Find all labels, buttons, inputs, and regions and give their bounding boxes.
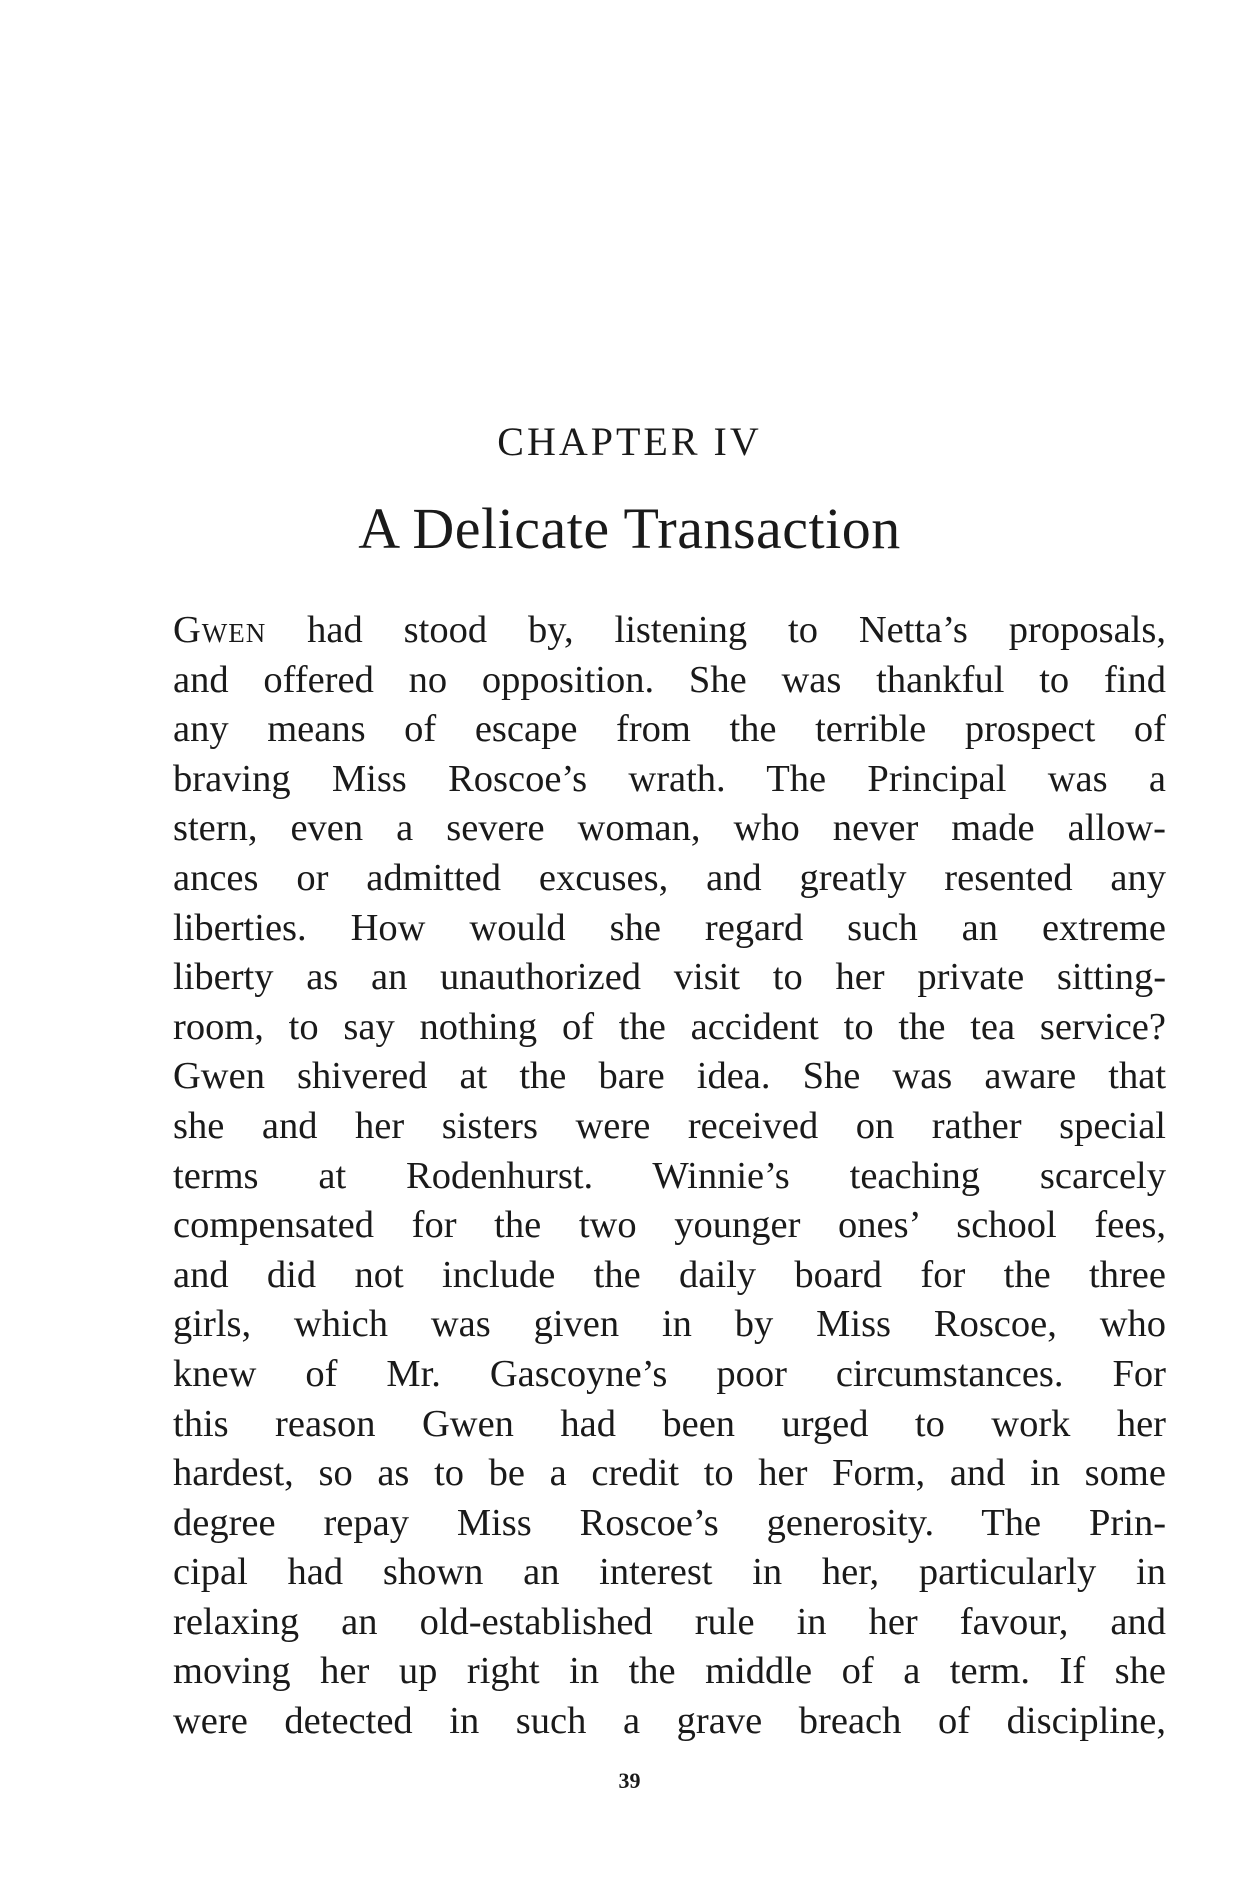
text-line: cipal had shown an interest in her, particularly in [173,1551,1166,1594]
text-line: knew of Mr. Gascoyne’s poor circumstances. For [173,1352,1166,1395]
text-line: liberties. How would she regard such an extreme [173,906,1166,949]
text-line: were detected in such a grave breach of discipline, [173,1700,1166,1743]
text-line: and offered no opposition. She was thankful to find [173,658,1166,701]
text-line: liberty as an unauthorized visit to her private sitting- [173,956,1167,999]
text-line: Gwen shivered at the bare idea. She was aware that [173,1055,1167,1098]
text-line: degree repay Miss Roscoe’s generosity. The Prin- [173,1501,1167,1544]
chapter-number: CHAPTER IV [497,419,762,464]
text-line: braving Miss Roscoe’s wrath. The Principal was a [173,757,1166,800]
text-line: girls, which was given in by Miss Roscoe, who [173,1303,1167,1346]
text-line: this reason Gwen had been urged to work her [173,1402,1166,1445]
text-line: and did not include the daily board for the three [173,1253,1166,1296]
text-line: relaxing an old-established rule in her favour, and [173,1600,1166,1643]
text-line: room, to say nothing of the accident to the tea service? [173,1005,1166,1048]
chapter-body-text [173,606,1166,1747]
text-line-1-rest: had stood by, listening to Netta’s proposals, [266,609,1166,651]
text-line: she and her sisters were received on rather special [173,1104,1167,1147]
text-line: ances or admitted excuses, and greatly resented any [173,856,1167,899]
text-line: compensated for the two younger ones’ school fees, [173,1204,1166,1247]
lead-word: Gwen [173,609,267,651]
text-line: hardest, so as to be a credit to her Form, and in some [173,1452,1166,1495]
text-line: moving her up right in the middle of a term. If she [173,1650,1166,1693]
page-number: 39 [618,1768,641,1793]
text-line: any means of escape from the terrible prospect of [173,708,1166,751]
text-line: stern, even a severe woman, who never made allow- [173,807,1166,850]
text-line: terms at Rodenhurst. Winnie’s teaching scarcely [173,1154,1167,1197]
text-line-1 [173,606,1166,656]
chapter-title: A Delicate Transaction [358,496,901,561]
